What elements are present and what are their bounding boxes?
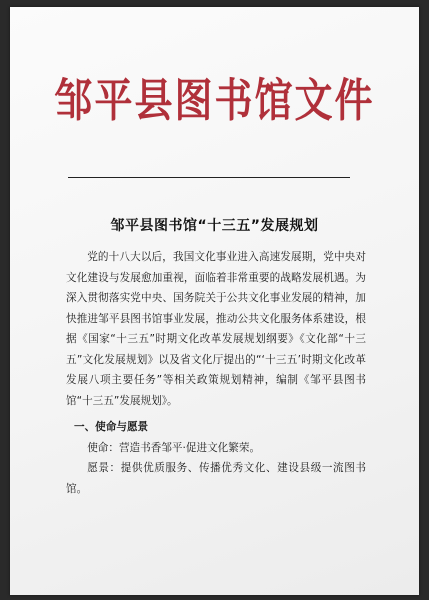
document-masthead: 邹平县图书馆文件 xyxy=(54,73,375,127)
document-page xyxy=(10,7,419,595)
intro-paragraph: 党的十八大以后，我国文化事业进入高速发展期，党中央对文化建设与发展愈加重视，面临着非常重要的战略发展机遇。为深入贯彻落实党中央、国务院关于公共文化事业发展的精神，加快推进邹平县图书馆事业发展，推动公共文化服务体系建设，根据《国家“十三五”时期文化改革发展规划纲要》《文化部“十三五”文化发展规划》以及省文化厅提出的“‘十三五’时期文化改革发展八项主要任务”等相关政策规划精神，编制《邹平县图书馆“十三五”发展规划》。 xyxy=(66,251,366,407)
document-body xyxy=(66,247,366,499)
section-heading: 一、使命与愿景 xyxy=(74,421,149,433)
mission-paragraph: 使命：营造书香邹平·促进文化繁荣。 xyxy=(87,441,261,454)
document-title: 邹平县图书馆“十三五”发展规划 xyxy=(110,218,319,234)
masthead-divider xyxy=(68,177,350,178)
vision-paragraph: 愿景：提供优质服务、传播优秀文化、建设县级一流图书馆。 xyxy=(66,462,366,495)
